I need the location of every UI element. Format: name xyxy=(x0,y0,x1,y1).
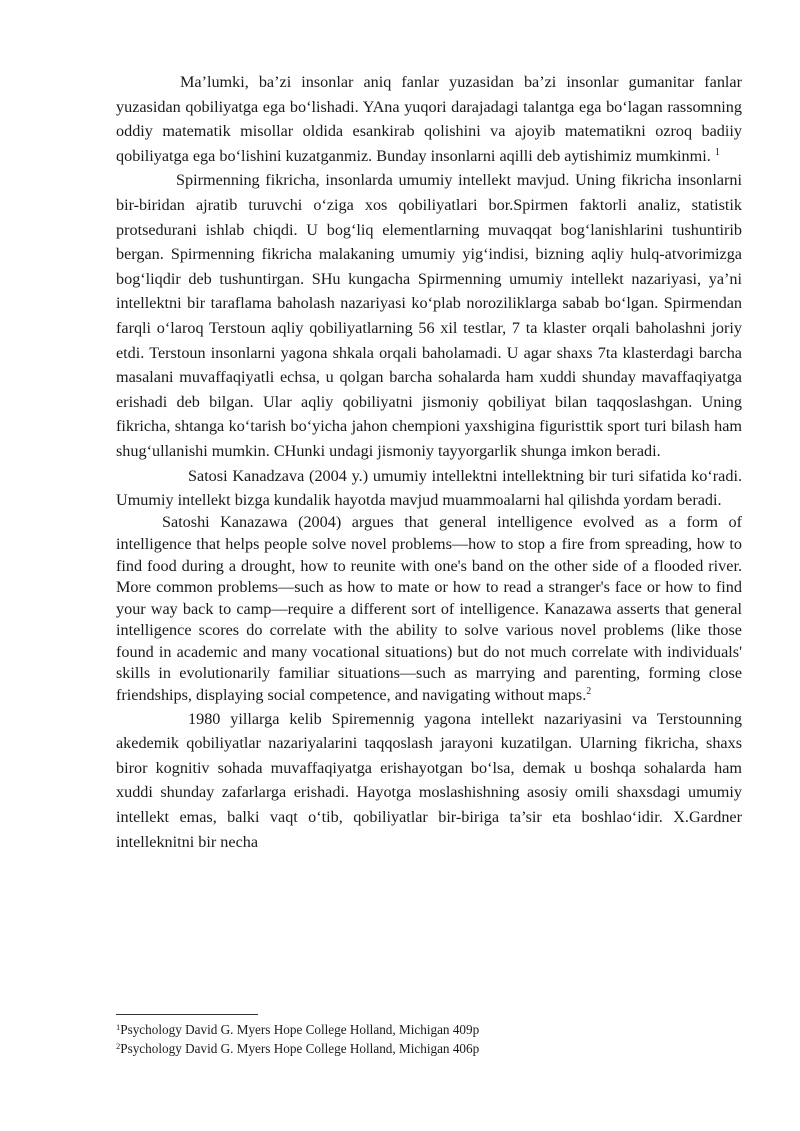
paragraph-intro: Ma’lumki, ba’zi insonlar aniq fanlar yuzasidan ba’zi insonlar gumanitar fanlar yuzasidan qobiliyatga ega bo‘lishadi. YAna yuqori darajadagi talantga ega bo‘lagan rassomning oddiy matematik misollar oldida esankirab qolishini va ajoyib matematikni ozroq badiiy qobiliyatga ega bo‘lishini kuzatganmiz. Bunday insonlarni aqilli deb aytishimiz mumkinmi. $^1$ xyxy=(116,73,742,165)
paragraph-1980s: 1980 yillarga kelib Spiremennig yagona intellekt nazariyasini va Terstounning akedemik qobiliyatlar nazariyalarini taqqoslash jarayoni kuzatilgan. Ularning fikricha, shaxs biror kognitiv sohada muvaffaqiyatga erishayotgan bo‘lsa, demak u boshqa sohalarda ham xuddi shunday zafarlarga erishadi. Hayotga moslashishning asosiy omili shaxsdagi umumiy intellekt emas, balki vaqt o‘tib, qobiliyatlar bir-biriga ta’sir eta boshlao‘idir. X.Gardner intelleknitni bir necha xyxy=(116,709,742,851)
footnote-ref-1: 1 xyxy=(714,146,720,158)
footnotes xyxy=(116,1020,742,1058)
paragraph-kanazawa-en: Satoshi Kanazawa (2004) argues that general intelligence evolved as a form of intelligence that helps people solve novel problems—how to stop a fire from spreading, how to find food during a drought, how to reunite with one's band on the other side of a flooded river. More common problems—such as how to mate or how to read a stranger's face or how to find your way back to camp—require a different sort of intelligence. Kanazawa asserts that general intelligence scores do correlate with the ability to solve various novel problems (like those found in academic and many vocational situations) but do not much correlate with individuals' skills in evolutionarily familiar situations—such as marrying and parenting, forming close friendships, displaying social competence, and navigating without maps.$^2$ xyxy=(116,513,742,705)
footnote-1: $^1$Psychology David G. Myers Hope College Holland, Michigan 409p xyxy=(116,1022,480,1037)
document-body xyxy=(116,70,742,854)
paragraph-kanazawa-uz: Satosi Kanadzava (2004 y.) umumiy intellektni intellektning bir turi sifatida ko‘radi. Umumiy intellekt bizga kundalik hayotda mavjud muammoalarni hal qilishda yordam beradi. xyxy=(116,466,742,509)
footnote-separator xyxy=(116,1014,258,1015)
paragraph-spearman: Spirmenning fikricha, insonlarda umumiy intellekt mavjud. Uning fikricha insonlarni bir-biridan ajratib turuvchi o‘ziga xos qobiliyatlari bor.Spirmen faktorli analiz, statistik protsedurani ishlab chiqdi. U bog‘liq elementlarning muvaqqat bog‘lanishlarini tushuntirib bergan. Spirmenning fikricha malakaning umumiy yig‘indisi, bizning aqliy hulq-atvorimizga bog‘liqdir deb tushuntirgan. SHu kungacha Spirmenning umumiy intellekt nazariyasi, ya’ni intellektni bir taraflama baholash nazariyasi ko‘plab noroziliklarga sabab bo‘lgan. Spirmendan farqli o‘laroq Terstoun aqliy qobiliyatlarning 56 xil testlar, 7 ta klaster orqali baholashni joriy etdi. Terstoun insonlarni yagona shkala orqali baholamadi. U agar shaxs 7ta klasterdagi barcha masalani muvaffaqiyatli echsa, u qolgan barcha sohalarda ham xuddi shunday mavaffaqiyatga erishadi deb bilgan. Ular aqliy qobiliyatni jismoniy qobiliyat bilan taqqoslashgan. Uning fikricha, shtanga ko‘tarish bo‘yicha jahon chempioni yaxshigina figuristtik sport turi bilash ham shug‘ullanishi mumkin. CHunki undagi jismoniy tayyorgarlik shunga imkon beradi. xyxy=(116,171,742,460)
footnote-ref-2: 2 xyxy=(586,686,592,698)
footnote-2: $^2$Psychology David G. Myers Hope College Holland, Michigan 406p xyxy=(116,1041,480,1056)
